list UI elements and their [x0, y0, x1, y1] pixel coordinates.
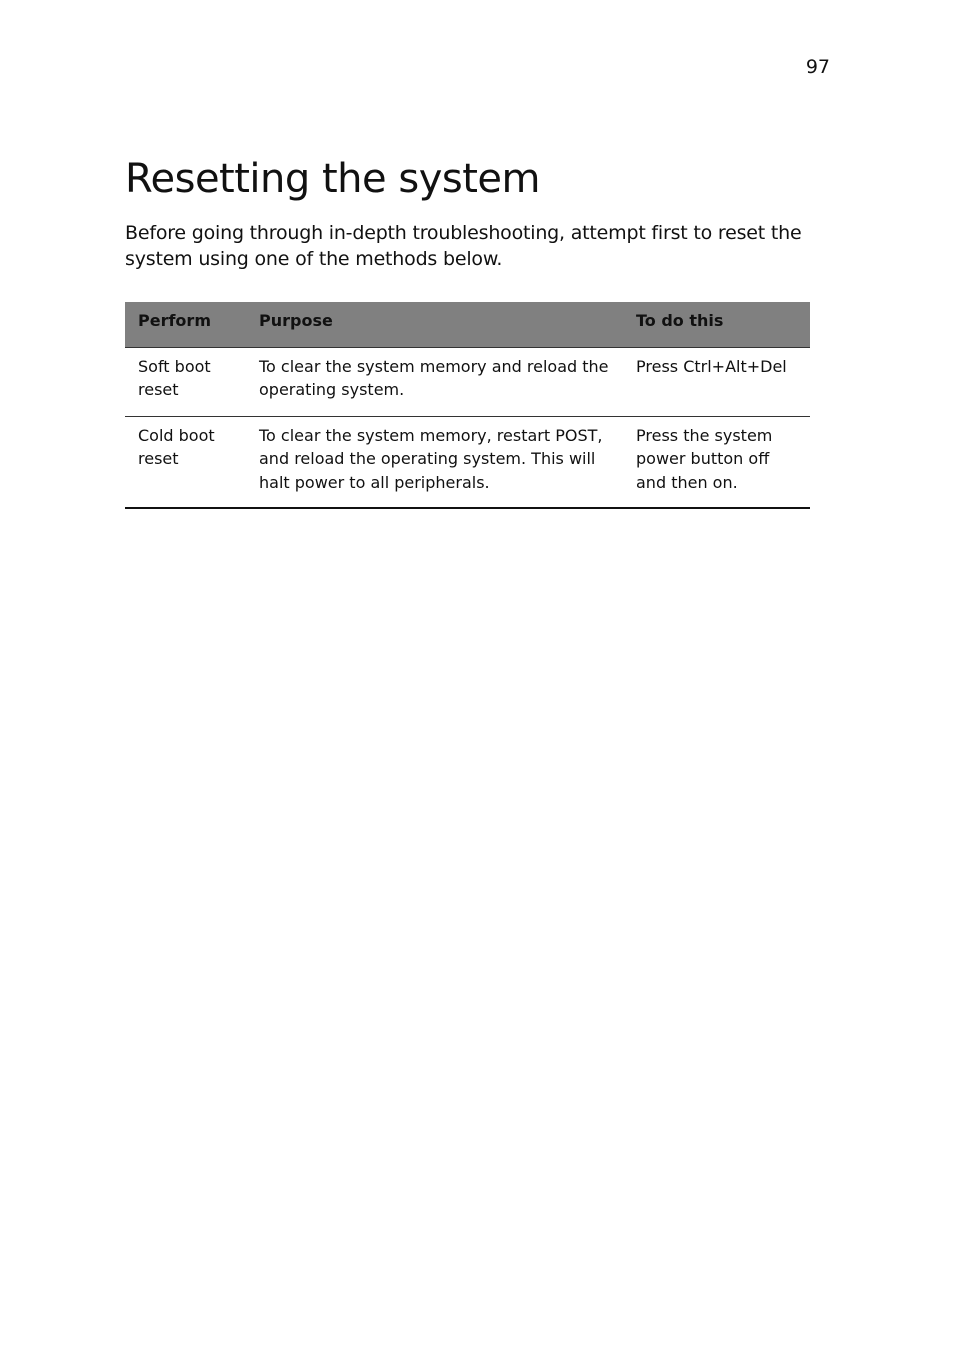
table-header-row [125, 302, 810, 347]
cell-perform: Soft boot reset [125, 347, 246, 416]
table-row-soft-boot [125, 347, 810, 416]
header-to-do-this: To do this [623, 302, 810, 347]
table-row-cold-boot [125, 416, 810, 508]
cell-to-do-this: Press the system power button off and then on. [623, 416, 810, 508]
header-purpose: Purpose [246, 302, 623, 347]
reset-methods-table [125, 302, 810, 509]
table-header [125, 302, 810, 347]
cell-purpose: To clear the system memory and reload the operating system. [246, 347, 623, 416]
intro-paragraph: Before going through in-depth troubleshooting, attempt first to reset the system using one of the methods below. [125, 222, 802, 270]
page-title: Resetting the system [125, 156, 540, 202]
cell-to-do-this: Press Ctrl+Alt+Del [623, 347, 810, 416]
cell-purpose: To clear the system memory, restart POST, and reload the operating system. This will halt power to all peripherals. [246, 416, 623, 508]
table-body [125, 347, 810, 508]
page-number: 97 [805, 56, 830, 78]
header-perform: Perform [125, 302, 246, 347]
cell-perform: Cold boot reset [125, 416, 246, 508]
